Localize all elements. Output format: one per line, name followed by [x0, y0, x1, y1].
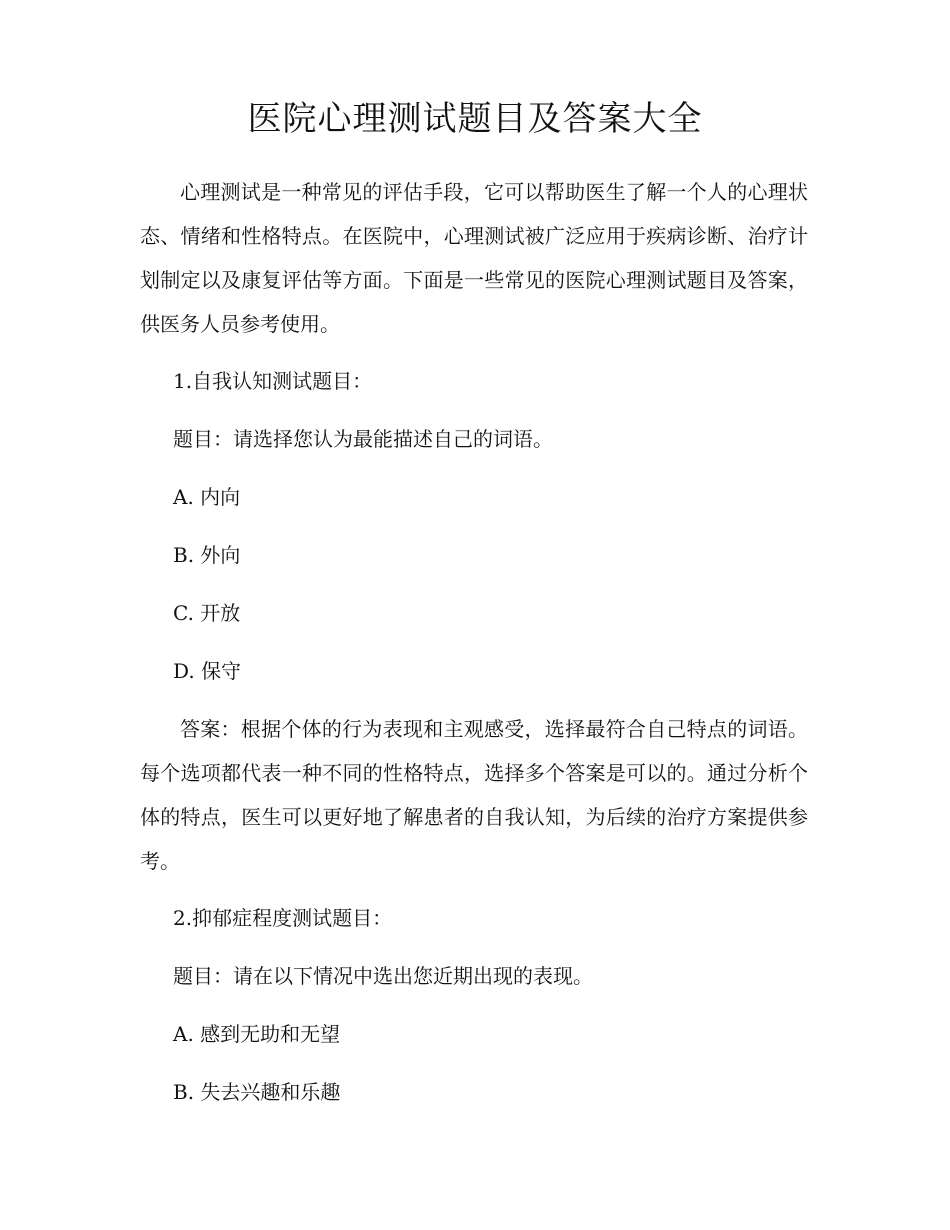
section-2-heading: 2.抑郁症程度测试题目： — [173, 906, 393, 930]
section-1-option-b: B. 外向 — [173, 543, 241, 567]
section-2-option-b: B. 失去兴趣和乐趣 — [173, 1080, 341, 1104]
section-1-answer: 答案：根据个体的行为表现和主观感受，选择最符合自己特点的词语。每个选项都代表一种不同的性格特点，选择多个答案是可以的。通过分析个体的特点，医生可以更好地了解患者的自我认知，为后续的治疗方案提供参考。 — [140, 717, 808, 873]
section-1-option-d: D. 保守 — [173, 659, 242, 683]
section-1-heading: 1.自我认知测试题目： — [173, 369, 373, 393]
section-1-option-c: C. 开放 — [173, 601, 241, 625]
section-1-question: 题目：请选择您认为最能描述自己的词语。 — [173, 427, 553, 451]
intro-paragraph: 心理测试是一种常见的评估手段，它可以帮助医生了解一个人的心理状态、情绪和性格特点。在医院中，心理测试被广泛应用于疾病诊断、治疗计划制定以及康复评估等方面。下面是一些常见的医院心理测试题目及答案，供医务人员参考使用。 — [140, 180, 808, 336]
section-2-question: 题目：请在以下情况中选出您近期出现的表现。 — [173, 964, 593, 988]
document-title: 医院心理测试题目及答案大全 — [247, 99, 703, 139]
document-body — [140, 170, 808, 1114]
section-2-option-a: A. 感到无助和无望 — [173, 1022, 341, 1046]
section-1-option-a: A. 内向 — [173, 485, 241, 509]
